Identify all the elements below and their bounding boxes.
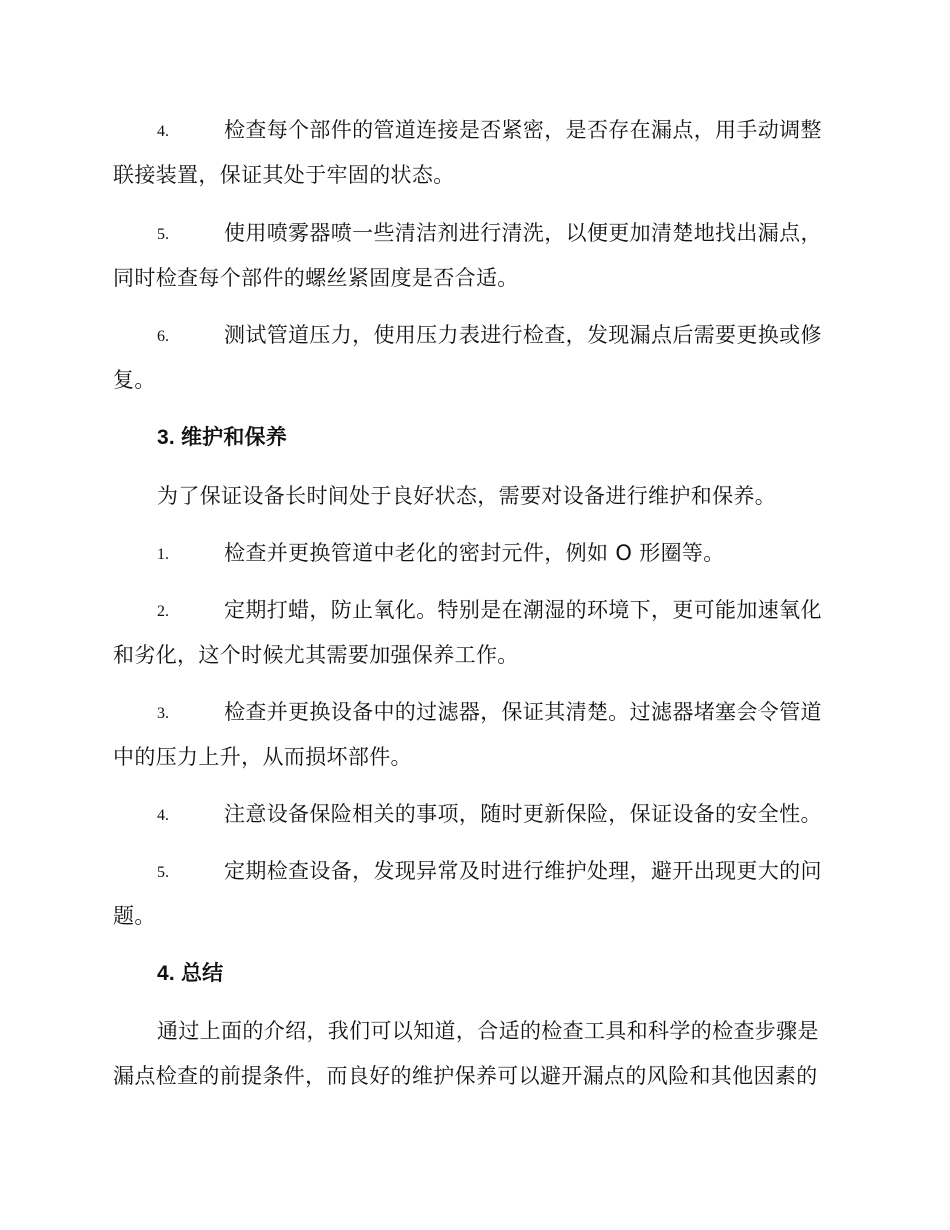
summary-paragraph-line-1: 通过上面的介绍，我们可以知道，合适的检查工具和科学的检查步骤是 — [157, 1019, 819, 1043]
list-number: 4. — [157, 807, 169, 824]
section-heading-maintenance: 3. 维护和保养 — [157, 426, 287, 449]
section-heading-summary: 4. 总结 — [157, 962, 224, 985]
list-item-text: 定期检查设备，发现异常及时进行维护处理，避开出现更大的问 — [224, 859, 822, 883]
list-item-step-6 — [157, 322, 822, 350]
summary-paragraph-line-2: 漏点检查的前提条件，而良好的维护保养可以避开漏点的风险和其他因素的 — [113, 1064, 818, 1088]
list-item-step-4 — [157, 117, 822, 145]
list-item-continuation: 和劣化，这个时候尤其需要加强保养工作。 — [113, 643, 519, 667]
list-item-text: 测试管道压力，使用压力表进行检查，发现漏点后需要更换或修 — [224, 323, 822, 347]
list-number: 5. — [157, 864, 169, 881]
list-number: 3. — [157, 705, 169, 722]
list-number: 2. — [157, 603, 169, 620]
list-item-maintenance-2 — [157, 597, 822, 625]
list-number: 1. — [157, 546, 169, 563]
list-item-maintenance-1 — [157, 540, 725, 568]
list-item-text: 检查并更换管道中老化的密封元件，例如 O 形圈等。 — [224, 541, 725, 565]
list-number: 6. — [157, 328, 169, 345]
list-item-text: 定期打蜡，防止氧化。特别是在潮湿的环境下，更可能加速氧化 — [224, 598, 822, 622]
list-number: 4. — [157, 123, 169, 140]
list-item-continuation: 复。 — [113, 368, 156, 392]
list-number: 5. — [157, 226, 169, 243]
list-item-text: 检查并更换设备中的过滤器，保证其清楚。过滤器堵塞会令管道 — [224, 700, 822, 724]
list-item-step-5 — [157, 220, 822, 248]
list-item-continuation: 联接装置，保证其处于牢固的状态。 — [113, 163, 455, 187]
section-intro: 为了保证设备长时间处于良好状态，需要对设备进行维护和保养。 — [157, 484, 777, 508]
list-item-text: 注意设备保险相关的事项，随时更新保险，保证设备的安全性。 — [224, 802, 822, 826]
list-item-maintenance-3 — [157, 699, 822, 727]
list-item-continuation: 题。 — [113, 904, 156, 928]
list-item-text: 使用喷雾器喷一些清洁剂进行清洗，以便更加清楚地找出漏点， — [224, 221, 822, 245]
list-item-continuation: 中的压力上升，从而损坏部件。 — [113, 745, 412, 769]
list-item-text: 检查每个部件的管道连接是否紧密，是否存在漏点，用手动调整 — [224, 118, 822, 142]
list-item-continuation: 同时检查每个部件的螺丝紧固度是否合适。 — [113, 266, 519, 290]
list-item-maintenance-4 — [157, 801, 822, 829]
list-item-maintenance-5 — [157, 858, 822, 886]
